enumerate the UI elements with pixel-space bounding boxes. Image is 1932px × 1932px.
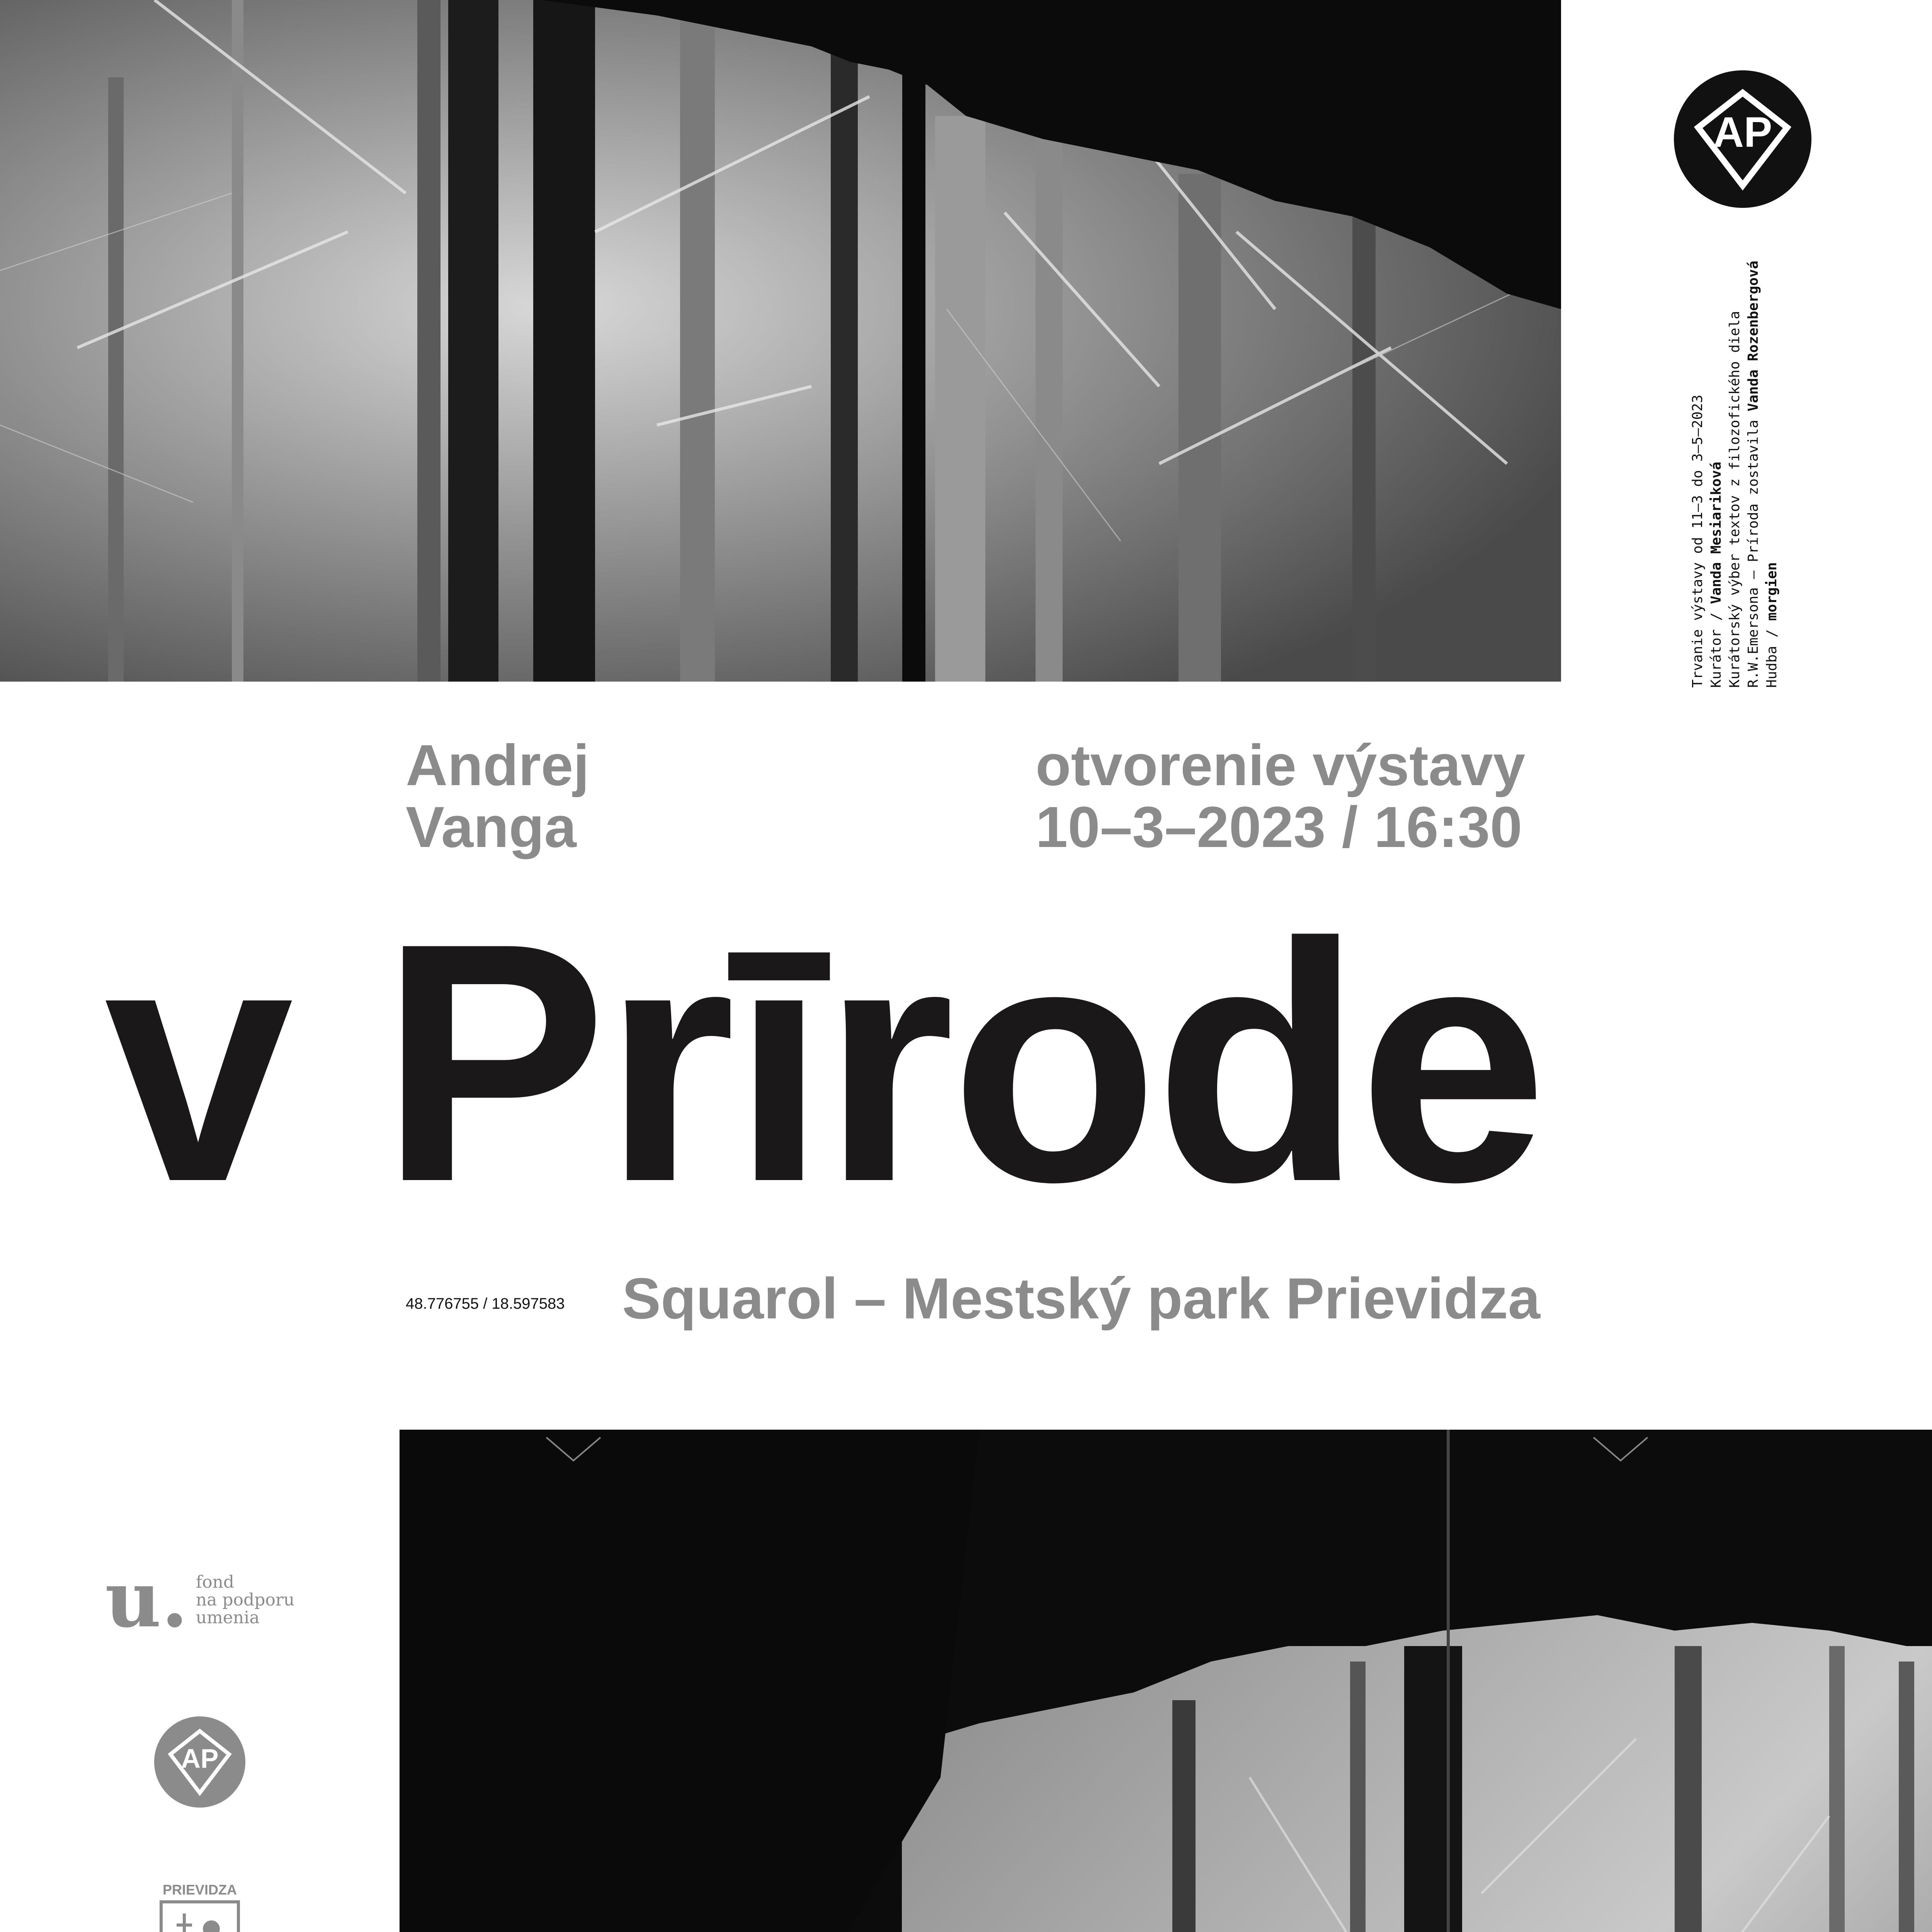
credit-music: Hudba / morgien: [1764, 562, 1780, 688]
venue-coordinates: 48.776755 / 18.597583: [406, 1295, 565, 1312]
ap-logo-small: [0, 1716, 400, 1810]
prievidza-crest: [0, 1882, 400, 1932]
opening-info: [1036, 734, 1525, 858]
top-forest-photo: [0, 0, 1561, 682]
fpu-logo-mark: u.: [105, 1554, 188, 1645]
exhibition-title: v Prīrode: [104, 872, 1544, 1252]
bottom-cave-photo: [400, 1430, 1932, 1932]
credit-curator: Kurátor / Vanda Mesiariková: [1708, 461, 1724, 688]
fpu-logo: u. fond na podporu umenia: [105, 1554, 295, 1645]
ap-logo-letters: AP: [1713, 109, 1772, 156]
credit-compiler: R.W.Emersona – Príroda zostavila Vanda Rozenbergová: [1745, 260, 1761, 688]
prievidza-label: PRIEVIDZA: [162, 1882, 237, 1898]
venue-name: Squarol – Mestský park Prievidza: [622, 1266, 1541, 1331]
svg-text:AP: AP: [181, 1743, 219, 1774]
credit-duration: Trvanie výstavy od 11–3 do 3–5–2023: [1690, 395, 1706, 688]
ap-logo-top: [1673, 70, 1812, 209]
credit-texts: Kurátorský výber textov z filozofického diela: [1727, 311, 1743, 688]
opening-datetime: 10–3–2023 / 16:30: [1036, 794, 1522, 859]
exhibition-credits: [1689, 224, 1781, 688]
artist-name: Andrej Vanga: [406, 733, 590, 859]
opening-label: otvorenie výstavy: [1036, 733, 1526, 798]
